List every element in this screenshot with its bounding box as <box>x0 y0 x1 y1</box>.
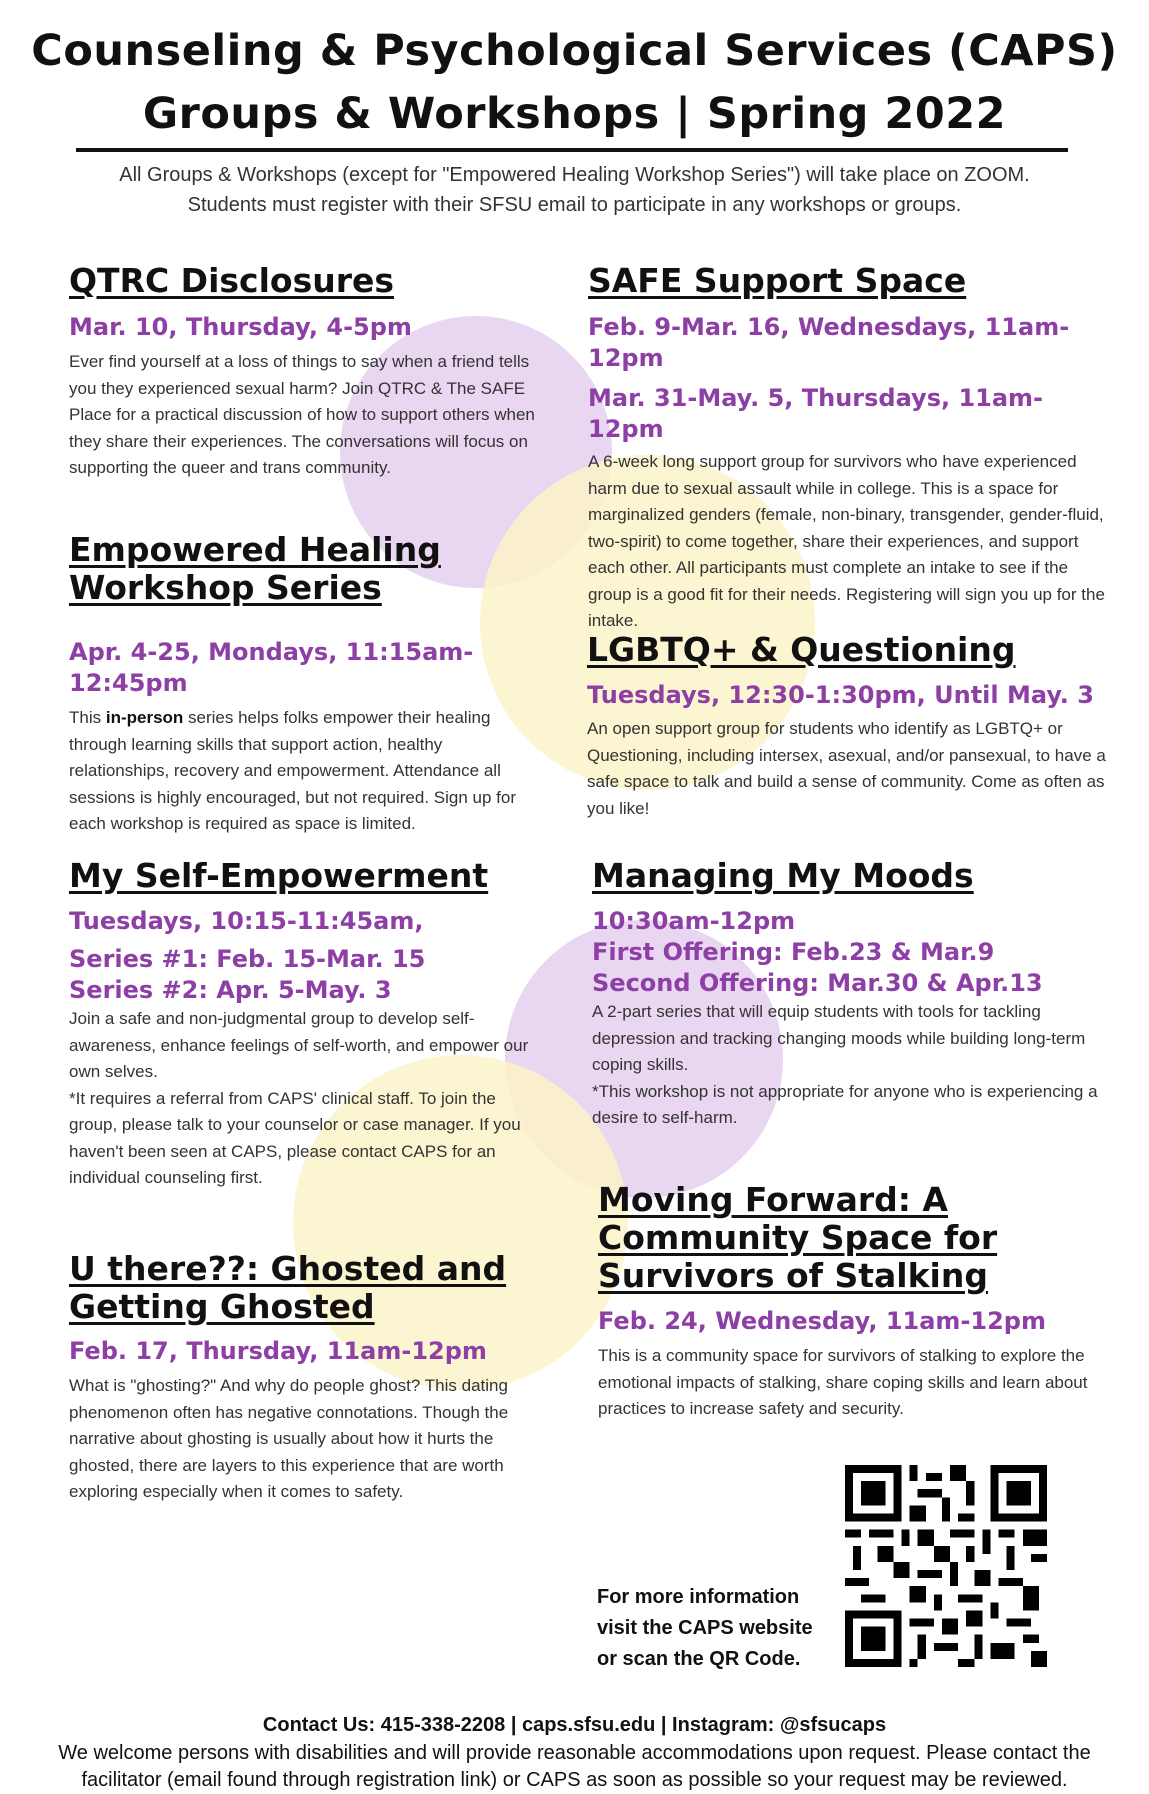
section-title: My Self-Empowerment <box>69 856 489 895</box>
section-note: *It requires a referral from CAPS' clinical staff. To join the group, please talk to your counselor or case manager. If you haven't been seen at CAPS, please contact CAPS for an individual counseling first. <box>69 1088 521 1187</box>
section-date: Second Offering: Mar.30 & Apr.13 <box>592 969 1043 997</box>
section-title: LGBTQ+ & Questioning <box>587 630 1016 669</box>
section-title-line-2: Getting Ghosted <box>69 1287 375 1326</box>
section-body <box>69 705 539 838</box>
section-date: 10:30am-12pm <box>592 907 796 935</box>
section-body: Ever find yourself at a loss of things to say when a friend tells you they experienced sexual harm? Join QTRC & The SAFE Place for a practical discussion of how to support others when they share their experiences. The conversations will focus on supporting the queer and trans community. <box>69 352 535 477</box>
section-body: This is a community space for survivors of stalking to explore the emotional impacts of stalking, share coping skills and learn about practices to increase safety and security. <box>598 1346 1088 1418</box>
section-date: Apr. 4-25, Mondays, 11:15am-12:45pm <box>69 638 474 697</box>
section-date: Series #2: Apr. 5-May. 3 <box>69 976 392 1004</box>
title-line-2: Groups & Workshops | Spring 2022 <box>142 89 1007 139</box>
title-divider <box>76 148 1068 152</box>
section-date: Mar. 10, Thursday, 4-5pm <box>69 313 412 341</box>
section-date: Series #1: Feb. 15-Mar. 15 <box>69 945 426 973</box>
section-date: Feb. 24, Wednesday, 11am-12pm <box>598 1307 1046 1335</box>
section-ghosted <box>69 1250 539 1506</box>
section-date: Tuesdays, 10:15-11:45am, <box>69 907 424 935</box>
body-bold-text: in-person <box>105 708 184 727</box>
more-info-line-1: For more information <box>597 1586 800 1608</box>
title-line-1: Counseling & Psychological Services (CAPS) <box>31 26 1118 76</box>
section-lgbtq <box>587 631 1112 822</box>
page-title <box>0 20 1149 146</box>
section-title-line-1: Moving Forward: A <box>598 1180 948 1219</box>
section-date: Tuesdays, 12:30-1:30pm, Until May. 3 <box>587 681 1094 709</box>
more-info-line-2: visit the CAPS website <box>597 1617 813 1639</box>
more-info-line-3: or scan the QR Code. <box>597 1648 801 1670</box>
section-moving-forward <box>598 1181 1108 1423</box>
section-date: Feb. 9-Mar. 16, Wednesdays, 11am-12pm <box>588 313 1070 372</box>
section-date: First Offering: Feb.23 & Mar.9 <box>592 938 995 966</box>
section-title-line-3: Survivors of Stalking <box>598 1256 988 1295</box>
section-title-line-2: Community Space for <box>598 1218 998 1257</box>
section-body: Join a safe and non-judgmental group to develop self-awareness, enhance feelings of self-worth, and empower our own selves. <box>69 1009 529 1081</box>
section-date: Feb. 17, Thursday, 11am-12pm <box>69 1337 487 1365</box>
section-date: Mar. 31-May. 5, Thursdays, 11am-12pm <box>588 384 1044 443</box>
section-safe <box>588 262 1108 635</box>
section-body: An open support group for students who identify as LGBTQ+ or Questioning, including intersex, asexual, and/or pansexual, to have a safe space to talk and build a sense of community. Come as often as you like! <box>587 719 1106 818</box>
section-empowered-healing <box>69 531 539 838</box>
section-title-line-1: Empowered Healing <box>69 530 441 569</box>
section-body: A 2-part series that will equip students with tools for tackling depression and tracking changing moods while building long-term coping skills. <box>592 1002 1086 1074</box>
section-title: Managing My Moods <box>592 856 974 895</box>
section-qtrc <box>69 262 539 482</box>
section-self-empowerment <box>69 857 539 1192</box>
section-body: What is "ghosting?" And why do people ghost? This dating phenomenon often has negative connotations. Though the narrative about ghosting is usually about how it hurts the ghosted, there are layers to this experience that are worth exploring especially when it comes to safety. <box>69 1376 509 1501</box>
contact-info: Contact Us: 415-338-2208 | caps.sfsu.edu | Instagram: @sfsucaps <box>262 1714 887 1736</box>
section-title-line-2: Workshop Series <box>69 568 382 607</box>
body-text: series helps folks empower their healing through learning skills that support action, healthy relationships, recovery and empowerment. Attendance all sessions is highly encouraged, but not required. Sign up for each workshop is required as space is limited. <box>69 708 516 833</box>
section-note: *This workshop is not appropriate for anyone who is experiencing a desire to self-harm. <box>592 1081 1098 1127</box>
qr-code-icon[interactable] <box>845 1465 1047 1667</box>
section-body: A 6-week long support group for survivors who have experienced harm due to sexual assault while in college. This is a space for marginalized genders (female, non-binary, transgender, gender-fluid, two-spirit) to come together, share their experiences, and support each other. All participants must complete an intake to see if the group is a good fit for their needs. Registering will sign you up for the intake. <box>588 452 1105 630</box>
section-managing-moods <box>592 857 1112 1132</box>
more-info-text <box>597 1582 837 1675</box>
section-title: SAFE Support Space <box>588 261 967 300</box>
body-text: This <box>69 708 106 727</box>
section-title: QTRC Disclosures <box>69 261 395 300</box>
section-title-line-1: U there??: Ghosted and <box>69 1249 507 1288</box>
intro-text: All Groups & Workshops (except for "Empowered Healing Workshop Series") will take place on ZOOM. Students must register with their SFSU email to participate in any workshops or groups. <box>119 164 1030 216</box>
accessibility-notice: We welcome persons with disabilities and will provide reasonable accommodations upon request. Please contact the facilitator (email found through registration link) or CAPS as soon as possible so your request may be reviewed. <box>58 1742 1091 1791</box>
